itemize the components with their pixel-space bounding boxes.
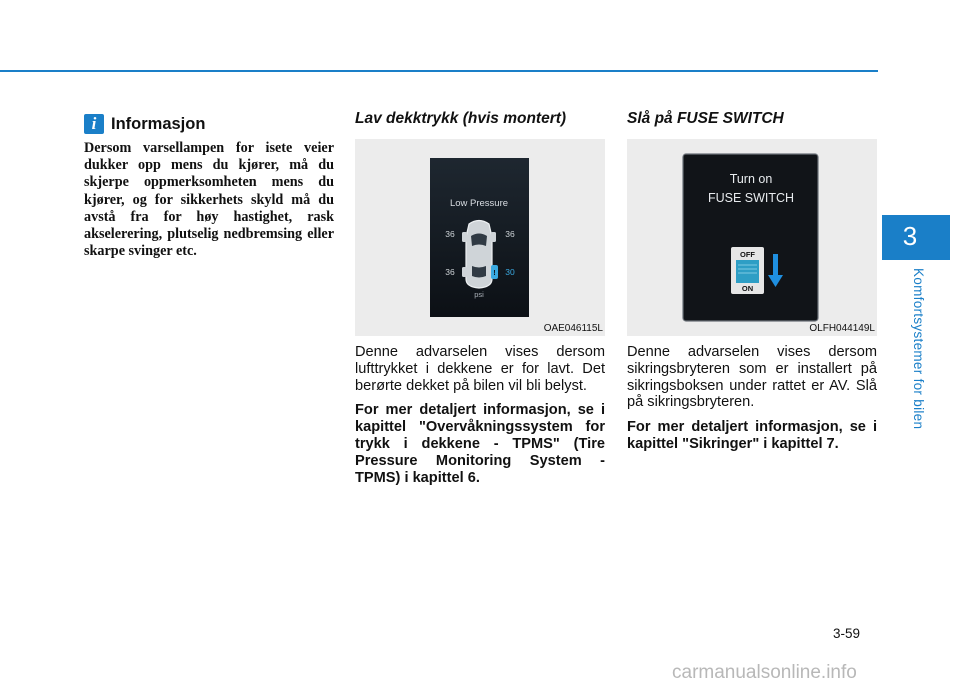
display-title: Low Pressure	[449, 198, 509, 209]
fuse-switch-text	[627, 344, 877, 461]
switch-off-label: OFF	[740, 250, 755, 259]
fuse-switch-heading: Slå på FUSE SWITCH	[627, 110, 784, 127]
fuse-switch-figure	[627, 139, 877, 336]
low-pressure-paragraph-1: Denne advarselen vises dersom lufttrykket i dekkene er for lavt. Det berørte dekket på bilen vil bli belyst.	[355, 344, 605, 394]
low-pressure-heading: Lav dekktrykk (hvis montert)	[355, 110, 567, 127]
fuse-switch-icon	[731, 247, 764, 294]
low-pressure-figure	[355, 139, 605, 336]
fuse-switch-paragraph-1: Denne advarselen vises dersom sikringsbryteren som er installert på sikringsboksen under rattet er AV. Slå på sikringsbryteren.	[627, 344, 877, 411]
pressure-unit: psi	[474, 290, 484, 299]
switch-on-label: ON	[741, 284, 754, 293]
low-pressure-paragraph-2: For mer detaljert informasjon, se i kapittel "Overvåkningssystem for trykk i dekkene - TPMS" (Tire Pressure Monitoring System - TPMS) i kapittel 6.	[355, 402, 605, 486]
low-pressure-display	[355, 139, 605, 336]
tire-front-right: 36	[505, 229, 515, 239]
info-title: Informasjon	[111, 114, 206, 133]
chapter-title: Komfortsystemer for bilen	[911, 268, 926, 430]
figure-code: OAE046115L	[543, 323, 603, 334]
chapter-number: 3	[902, 221, 918, 251]
low-pressure-text	[355, 344, 605, 494]
display-line-2: FUSE SWITCH	[707, 191, 795, 205]
top-rule	[0, 70, 878, 72]
chapter-tab[interactable]	[882, 215, 950, 260]
page-number: 3-59	[833, 626, 861, 641]
watermark: carmanualsonline.info	[672, 662, 857, 683]
fuse-switch-display	[627, 139, 877, 336]
info-text: Dersom varsellampen for isete veier dukker opp mens du kjører, må du skjerpe oppmerksomheten mens du kjører, og for sikkerhets skyld må du avstå fra for høy hastighet, rask akselerering, plutselig nedbremsing eller skarpe svinger etc.	[84, 140, 334, 260]
fuse-switch-paragraph-2: For mer detaljert informasjon, se i kapittel "Sikringer" i kapittel 7.	[627, 419, 877, 452]
figure-code: OLFH044149L	[809, 323, 875, 334]
svg-text:!: !	[493, 270, 496, 277]
tire-rear-left: 36	[445, 267, 455, 277]
tire-rear-right: 30	[505, 267, 515, 277]
info-icon: i	[84, 114, 104, 134]
tire-front-left: 36	[445, 229, 455, 239]
info-heading	[84, 114, 205, 134]
display-line-1: Turn on	[729, 172, 773, 186]
